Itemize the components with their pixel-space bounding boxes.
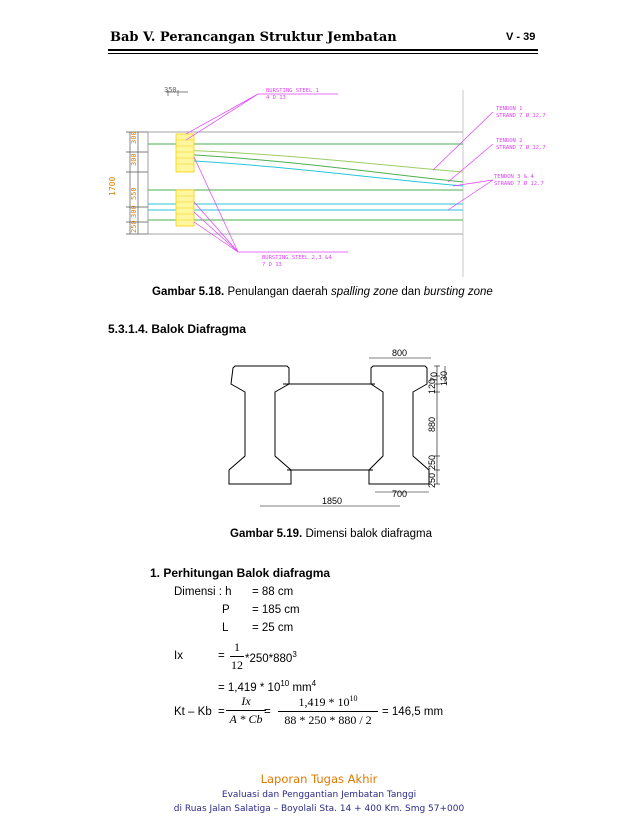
kt-frac2-denominator: 88 * 250 * 880 / 2: [284, 713, 372, 727]
p-label: P: [222, 604, 230, 616]
kt-frac1-numerator: Ix: [241, 694, 251, 708]
dim-70: 70: [429, 371, 439, 382]
tendon-1-label: TENDON 1: [496, 106, 523, 112]
dim-segment-5: 250: [130, 220, 138, 233]
dim-880: 880: [427, 416, 437, 432]
kt-equals-1: =: [218, 706, 225, 718]
ix-result: [218, 679, 316, 694]
caption-em2: bursting zone: [423, 286, 493, 298]
caption-label: Gambar 5.19.: [230, 528, 303, 540]
dim-segment-1: 300: [130, 131, 138, 144]
kt-fraction-1: [226, 694, 266, 727]
caption-mid: dan: [401, 286, 421, 298]
footer-line-2: di Ruas Jalan Salatiga – Boyolali Sta. 14 + 400 Km. Smg 57+000: [173, 804, 465, 814]
ix-label: Ix: [174, 650, 183, 662]
header-rule: [108, 49, 538, 51]
dim-span: 1850: [322, 496, 343, 506]
ix-result-exponent: 10: [280, 679, 290, 688]
footer-title: Laporan Tugas Akhir: [260, 772, 378, 786]
caption-em1: spalling zone: [331, 286, 399, 298]
p-value: = 185 cm: [252, 604, 300, 616]
dim-bottom-width: 700: [392, 489, 408, 499]
tendon-3-label: TENDON 3 & 4: [494, 174, 534, 180]
tendon-1-strand: STRAND 7 Ø 12.7: [496, 113, 546, 119]
l-value: = 25 cm: [252, 622, 294, 634]
kt-frac1-denominator: A * Cb: [229, 712, 263, 726]
bursting-zone-drawing: [108, 82, 538, 282]
caption-text: Penulangan daerah: [227, 286, 328, 298]
ix-result-unit: mm: [289, 681, 312, 694]
tendon-2-label: TENDON 2: [496, 138, 523, 144]
section-heading: 5.3.1.4. Balok Diafragma: [108, 322, 247, 336]
page-number: V - 39: [506, 31, 536, 43]
fraction-bar: [230, 656, 244, 657]
dim-top-label: 350: [164, 86, 177, 94]
ix-result-unit-exponent: 4: [311, 679, 317, 688]
dim-segment-2: 300: [130, 153, 138, 166]
ix-numerator: 1: [234, 640, 240, 654]
footer-line-1: Evaluasi dan Penggantian Jembatan Tanggi: [221, 790, 417, 800]
fraction-bar: [278, 711, 378, 712]
bursting-steel-bottom-sub: 7 D 13: [262, 262, 282, 268]
figure-5-19-caption: [230, 528, 432, 540]
tendon-3-strand: STRAND 7 Ø 12.7: [494, 181, 544, 187]
ix-rest: [245, 650, 297, 665]
dim-total-label: 1700: [108, 176, 117, 196]
ix-equals: =: [218, 650, 225, 662]
figure-5-18-caption: [152, 286, 493, 298]
ix-rest-text: *250*880: [245, 652, 293, 665]
kt-frac2-numerator: [278, 694, 378, 710]
dim-segment-3: 550: [130, 187, 138, 200]
ix-fraction: [230, 640, 244, 673]
diaphragm-drawing: [225, 346, 455, 516]
calc-title: 1. Perhitungan Balok diafragma: [150, 566, 331, 580]
header-rule-thin: [108, 53, 538, 54]
dim-120: 120: [427, 378, 437, 394]
h-value: = 88 cm: [252, 586, 294, 598]
kt-result: = 146,5 mm: [382, 706, 444, 718]
kt-fraction-2: [278, 694, 378, 728]
dim-250-b: 250: [427, 472, 437, 488]
ix-exponent: 3: [292, 650, 297, 659]
caption-label: Gambar 5.18.: [152, 286, 225, 298]
kt-equals-2: =: [264, 706, 271, 718]
bursting-steel-top-sub: 4 D 13: [266, 95, 286, 101]
ix-result-text: = 1,419 * 10: [218, 681, 281, 694]
kt-frac2-num-exponent: 10: [349, 694, 358, 703]
dim-130: 130: [439, 370, 449, 386]
dim-top-width: 800: [392, 348, 408, 358]
kt-label: Kt – Kb: [174, 706, 212, 718]
header-title: Bab V. Perancangan Struktur Jembatan: [110, 30, 397, 45]
ix-denominator: 12: [231, 658, 243, 672]
kt-frac2-num-text: 1,419 * 10: [298, 695, 350, 709]
l-label: L: [222, 622, 229, 634]
bursting-steel-bottom-label: BURSTING STEEL 2,3 &4: [262, 255, 332, 261]
caption-text: Dimensi balok diafragma: [305, 528, 432, 540]
bursting-steel-top-label: BURSTING STEEL 1: [266, 88, 319, 94]
dimensi-label: Dimensi : h: [174, 586, 232, 598]
dim-segment-4: 300: [130, 205, 138, 218]
tendon-2-strand: STRAND 7 Ø 12.7: [496, 145, 546, 151]
dim-250-a: 250: [427, 454, 437, 470]
fraction-bar: [226, 710, 266, 711]
